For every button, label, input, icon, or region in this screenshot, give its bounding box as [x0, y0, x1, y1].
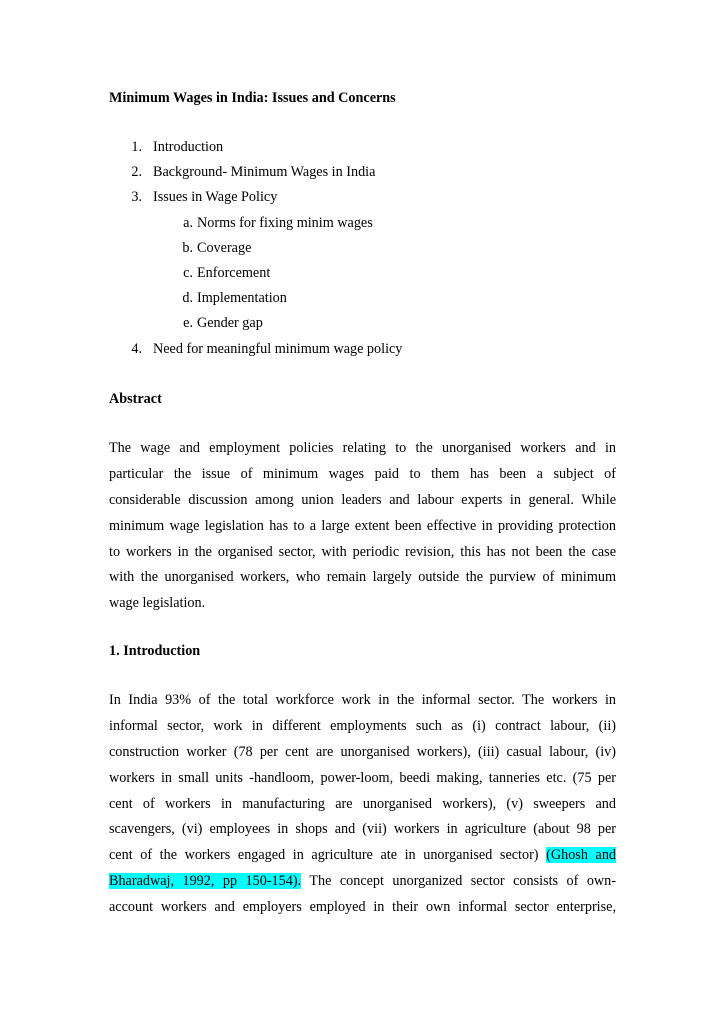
text-line: scavengers, (vi) employees in shops and (vii) workers in agriculture (about 98 per: [109, 821, 616, 838]
text-line: minimum wage legislation has to a large extent been effective in providing protection: [109, 517, 616, 534]
introduction-paragraph: [109, 688, 616, 921]
text-line: informal sector, work in different employments such as (i) contract labour, (ii): [109, 717, 616, 734]
toc-subitem: [0, 313, 725, 338]
toc-text: Issues in Wage Policy: [153, 189, 278, 206]
toc-letter: a.: [183, 214, 193, 231]
toc-item: [0, 162, 725, 187]
toc-subitem: [0, 238, 725, 263]
text-line: wage legislation.: [109, 595, 206, 612]
abstract-heading: Abstract: [109, 391, 162, 407]
text-line: considerable discussion among union leaders and labour experts in general. While: [109, 491, 616, 508]
toc-text: Enforcement: [197, 264, 271, 281]
text-line: The wage and employment policies relating to the unorganised workers and in: [109, 440, 616, 456]
citation-highlight: Bharadwaj, 1992, pp 150-154).: [109, 873, 302, 890]
document-title: Minimum Wages in India: Issues and Concerns: [109, 90, 396, 106]
toc-item: [0, 339, 725, 364]
text-segment: cent of the workers engaged in agriculture ate in unorganised sector): [109, 847, 539, 864]
toc-number: 3.: [131, 189, 142, 206]
text-line: with the unorganised workers, who remain largely outside the purview of minimum: [109, 569, 616, 586]
toc-item: [0, 187, 725, 212]
toc-text: Implementation: [197, 290, 287, 307]
text-segment: The concept unorganized sector consists of own-: [309, 873, 616, 890]
toc-letter: d.: [182, 290, 193, 307]
toc-text: Need for meaningful minimum wage policy: [153, 340, 403, 357]
text-line: account workers and employers employed in their own informal sector enterprise,: [109, 899, 616, 916]
toc-letter: e.: [183, 315, 193, 332]
toc-number: 1.: [131, 139, 142, 155]
table-of-contents: [0, 137, 725, 364]
toc-subitem: [0, 213, 725, 238]
text-line: [109, 843, 616, 869]
abstract-paragraph: [109, 436, 616, 617]
text-line: In India 93% of the total workforce work in the informal sector. The workers in: [109, 692, 616, 708]
toc-text: Coverage: [197, 239, 252, 256]
text-line: cent of workers in manufacturing are unorganised workers), (v) sweepers and: [109, 795, 616, 812]
toc-letter: b.: [182, 239, 193, 256]
text-line: workers in small units -handloom, power-loom, beedi making, tanneries etc. (75 per: [109, 769, 616, 786]
text-line: particular the issue of minimum wages paid to them has been a subject of: [109, 465, 616, 482]
text-line: [109, 869, 616, 895]
toc-text: Norms for fixing minim wages: [197, 214, 373, 231]
toc-text: Background- Minimum Wages in India: [153, 164, 376, 181]
text-line: to workers in the organised sector, with periodic revision, this has not been the case: [109, 543, 616, 560]
toc-subitem: [0, 263, 725, 288]
toc-text: Gender gap: [197, 315, 263, 332]
introduction-heading: 1. Introduction: [109, 643, 201, 659]
toc-number: 4.: [131, 340, 142, 357]
toc-text: Introduction: [153, 139, 224, 155]
toc-number: 2.: [131, 164, 142, 181]
toc-letter: c.: [183, 264, 193, 281]
toc-subitem: [0, 288, 725, 313]
citation-highlight: (Ghosh and: [546, 847, 616, 864]
toc-item: [0, 137, 725, 162]
text-line: construction worker (78 per cent are unorganised workers), (iii) casual labour, (iv): [109, 743, 616, 760]
